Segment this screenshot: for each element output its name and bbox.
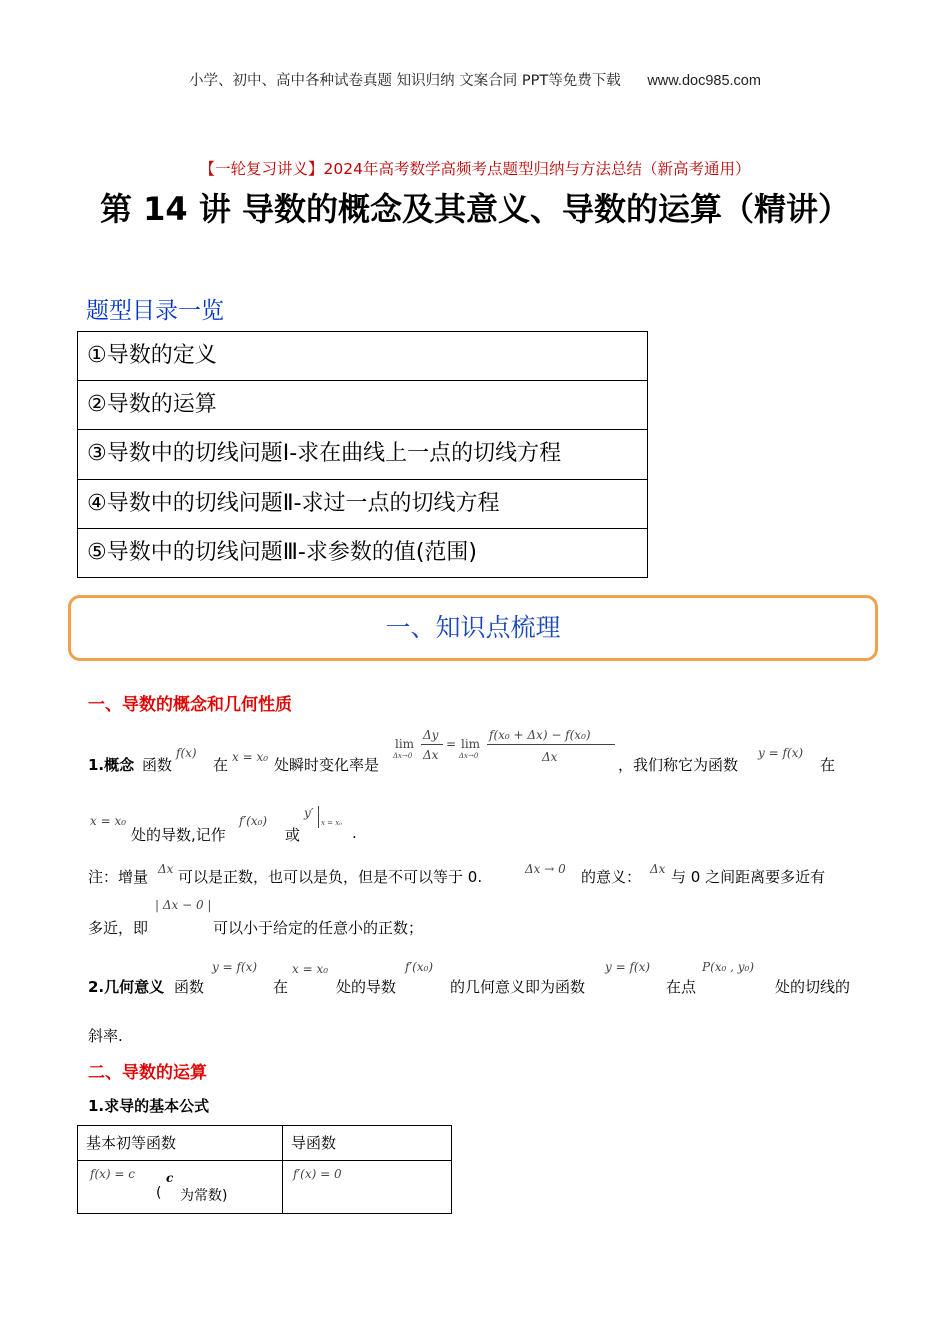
math-deriv: f′(x) = 0 [293,1167,342,1181]
series-title: 【一轮复习讲义】2024年高考数学高频考点题型归纳与方法总结（新高考通用） [199,160,751,178]
note-text: 与 0 之间距离要多近有 [671,868,826,886]
math-yprime: y′ [304,806,314,820]
note-text: 可以是正数，也可以是负，但是不可以等于 0. [178,868,483,886]
section2-heading: 二、导数的运算 [88,1063,207,1083]
math-lim: lim [461,737,481,751]
fraction-bar [487,744,615,745]
math-point: P(x₀ , y₀) [702,960,755,974]
section2-subheading: 1.求导的基本公式 [88,1097,210,1115]
math-x-eq-x0: x = x₀ [232,750,269,764]
math-c: c [166,1171,174,1185]
concept-text: 函数 [142,756,173,774]
math-dx-to-0: Δx → 0 [525,862,566,876]
note-text: 可以小于给定的任意小的正数； [213,919,424,937]
geo-text: 函数 [174,978,205,996]
note-text: 多近，即 [88,919,149,937]
geo-text: 处的切线的 [775,978,851,996]
note-text: 注：增量 [88,868,149,886]
geo-text: 在点 [666,978,697,996]
concept-text: . [352,824,357,842]
toc-item: ②导数的运算 [78,381,648,430]
math-fprime-x0: f′(x₀) [405,960,434,974]
table-note-open: ( [156,1185,162,1201]
toc-item: ⑤导数中的切线问题Ⅲ-求参数的值(范围) [78,529,648,578]
concept-text: 或 [285,826,301,844]
toc-table [77,331,648,578]
page-header [0,69,950,90]
geo-text: 的几何意义即为函数 [450,978,586,996]
eval-bar [318,806,319,828]
table-header: 导函数 [283,1126,452,1161]
toc-item: ③导数中的切线问题Ⅰ-求在曲线上一点的切线方程 [78,430,648,480]
math-fprime-x0: f′(x₀) [239,814,268,828]
math-dx: Δx [650,862,666,876]
knowledge-box: 一、知识点梳理 [68,595,878,661]
toc-heading: 题型目录一览 [86,298,224,324]
concept-text: ，我们称它为函数 [618,756,739,774]
fraction-bar [421,744,443,745]
note-text: 的意义： [581,868,642,886]
math-y-eq-fx: y = f(x) [212,960,258,974]
header-site[interactable]: www.doc985.com [647,73,761,89]
header-text: 小学、初中、高中各种试卷真题 知识归纳 文案合同 PPT等免费下载 [189,73,621,89]
geo-text: 处的导数 [336,978,397,996]
toc-item: ④导数中的切线问题Ⅱ-求过一点的切线方程 [78,480,648,529]
math-dx: Δx [158,862,174,876]
geo-text: 斜率. [88,1027,123,1045]
section1-heading: 一、导数的概念和几何性质 [88,695,292,715]
concept-text: 在 [213,756,229,774]
math-fx: f(x) [176,746,197,760]
concept-text: 处的导数,记作 [131,826,226,844]
math-lim-sub: Δx→0 [459,752,479,760]
table-cell [283,1161,452,1214]
math-eq: = [446,737,457,751]
math-yprime-sub: x = x₀ [321,819,343,827]
table-note: 为常数) [180,1188,228,1204]
math-dx: Δx [423,748,439,762]
math-x-eq-x0: x = x₀ [292,962,329,976]
math-lim-sub: Δx→0 [393,752,413,760]
math-abs-dx: | Δx − 0 | [155,898,212,912]
concept-label: 1.概念 [88,756,135,774]
math-dx: Δx [542,750,558,764]
toc-item: ①导数的定义 [78,332,648,381]
derivative-formula-table [77,1125,452,1214]
math-diff-numerator: f(x₀ + Δx) − f(x₀) [489,728,591,742]
page-title: 第 14 讲 导数的概念及其意义、导数的运算（精讲） [100,190,850,228]
math-y-eq-fx: y = f(x) [605,960,651,974]
table-header: 基本初等函数 [78,1126,283,1161]
table-cell [78,1161,283,1214]
math-x-eq-x0: x = x₀ [90,814,127,828]
concept-text: 在 [820,756,836,774]
geo-label: 2.几何意义 [88,978,165,996]
math-lim: lim [395,737,415,751]
concept-text: 处瞬时变化率是 [274,756,380,774]
math-dy: Δy [423,728,439,742]
math-y-eq-fx: y = f(x) [758,746,804,760]
math-func: f(x) = c [90,1167,135,1181]
geo-text: 在 [273,978,289,996]
